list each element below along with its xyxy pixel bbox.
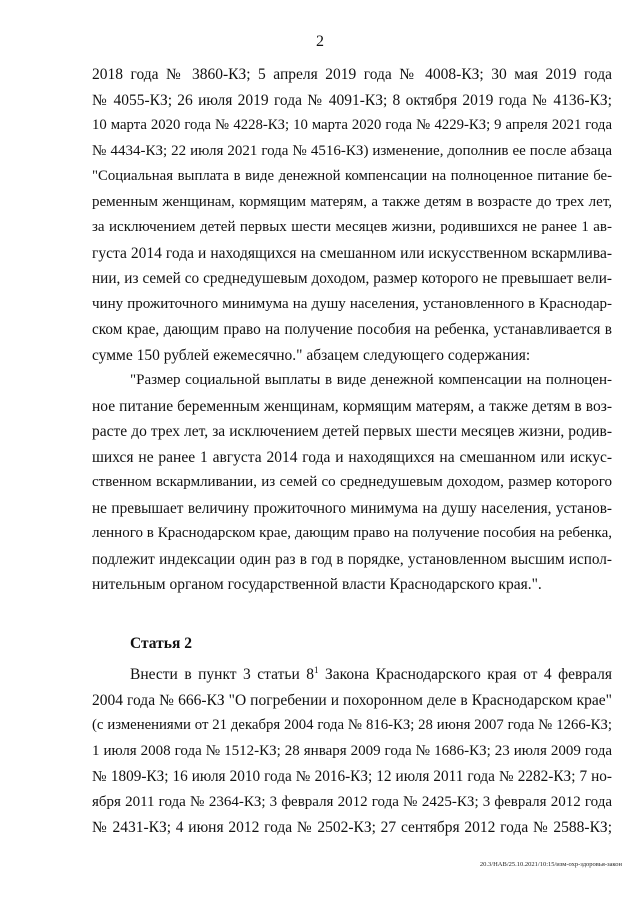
superscript: 1 (313, 665, 319, 675)
article-heading: Статья 2 (130, 634, 192, 652)
paragraph-line: (с изменениями от 21 декабря 2004 года № 816-КЗ; 28 июня 2007 года № 1266-КЗ; (92, 717, 612, 733)
paragraph-line: № 1809-КЗ; 16 июля 2010 года № 2016-КЗ; 12 июля 2011 года № 2282-КЗ; 7 но- (92, 768, 612, 785)
paragraph-line: "Размер социальной выплаты в виде денежной компенсации на полноцен- (130, 372, 612, 388)
paragraph-line: 10 марта 2020 года № 4228-КЗ; 10 марта 2020 года № 4229-КЗ; 9 апреля 2021 года (92, 117, 612, 133)
paragraph-line: ственном вскармливании, из семей со среднедушевым доходом, размер которого (92, 474, 612, 490)
paragraph-line: сумме 150 рублей ежемесячно." абзацем следующего содержания: (92, 346, 531, 364)
paragraph-line: 2004 года № 666-КЗ "О погребении и похоронном деле в Краснодарском крае" (92, 691, 612, 709)
document-body (92, 62, 612, 841)
paragraph-line: нительным органом государственной власти Краснодарского края.". (92, 576, 542, 593)
article-text: Закона Краснодарского края от 4 февраля (318, 666, 612, 683)
article-text: Внести в пункт 3 статьи 8 (130, 666, 314, 683)
paragraph-line: 1 июля 2008 года № 1512-КЗ; 28 января 2009 года № 1686-КЗ; 23 июля 2009 года (92, 742, 612, 759)
page-number: 2 (316, 33, 324, 50)
paragraph-line: ленного в Краснодарском крае, дающим право на получение пособия на ребенка, (92, 525, 612, 541)
footer-document-code: 20.3/НАВ/25.10.2021/10:15/изм-охр-здоровья-закон (479, 861, 622, 868)
paragraph-line: ября 2011 года № 2364-КЗ; 3 февраля 2012 года № 2425-КЗ; 3 февраля 2012 года (92, 793, 612, 810)
paragraph-line: "Социальная выплата в виде денежной компенсации на полноценное питание бе- (92, 168, 612, 184)
paragraph-line: ное питание беременным женщинам, кормящим матерям, а также детям в воз- (92, 397, 612, 415)
paragraph-line: чину прожиточного минимума на душу населения, установленного в Краснодар- (92, 295, 612, 312)
paragraph-line: подлежит индексации один раз в год в порядке, установленном высшим испол- (92, 550, 612, 568)
paragraph-line: нии, из семей со среднедушевым доходом, размер которого не превышает вели- (92, 270, 612, 287)
paragraph-line: № 4055-КЗ; 26 июля 2019 года № 4091-КЗ; 8 октября 2019 года № 4136-КЗ; (92, 91, 612, 109)
paragraph-line: не превышает величину прожиточного минимума на душу населения, установ- (92, 499, 612, 517)
paragraph-line: расте до трех лет, за исключением детей первых шести месяцев жизни, родив- (92, 423, 612, 440)
paragraph-line: шихся не ранее 1 августа 2014 года и находящихся на смешанном или искус- (92, 448, 612, 466)
paragraph-line: № 2431-КЗ; 4 июня 2012 года № 2502-КЗ; 27 сентября 2012 года № 2588-КЗ; (92, 819, 612, 836)
paragraph-line: 2018 года № 3860-КЗ; 5 апреля 2019 года № 4008-КЗ; 30 мая 2019 года (92, 66, 612, 83)
paragraph-line: ременным женщинам, кормящим матерям, а также детям в возрасте до трех лет, (92, 193, 612, 210)
article-first-line (92, 662, 612, 688)
paragraph-line: густа 2014 года и находящихся на смешанном или искусственном вскармлива- (92, 244, 612, 262)
paragraph-line: № 4434-КЗ; 22 июля 2021 года № 4516-КЗ) изменение, дополнив ее после абзаца (92, 142, 612, 159)
paragraph-line: за исключением детей первых шести месяцев жизни, родившихся не ранее 1 ав- (92, 219, 612, 235)
paragraph-line: ском крае, дающим право на получение пособия на ребенка, устанавливается в (92, 321, 612, 338)
